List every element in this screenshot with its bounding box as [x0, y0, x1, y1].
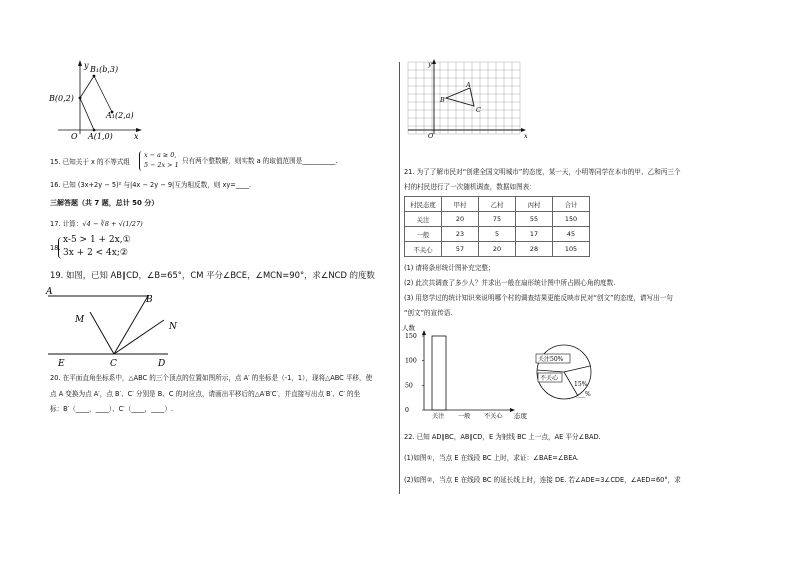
grid-label-b: B	[440, 96, 445, 104]
question-19: 19. 如图，已知 AB∥CD，∠B=65°，CM 平分∠BCE，∠MCN=90°，求∠NCD 的度数	[50, 270, 375, 280]
q21-line1: 21. 为了了解市民对“创建全国文明城市”的态度，某一天，小明等同学在本市的甲、乙和丙三个	[404, 168, 681, 176]
q20-line1: 20. 在平面直角坐标系中，△ABC 的三个顶点的位置如图所示，点 A′ 的坐标是（-1，1），现将△ABC 平移，使	[50, 374, 373, 382]
q22-line1: 22. 已知 AD∥BC，AB∥CD，E 为射线 BC 上一点，AE 平分∠BAD.	[404, 433, 601, 441]
question-16: 16. 已知 (3x+2y − 5)² 与|4x − 2y − 9|互为相反数，则 xy=____.	[50, 181, 252, 189]
fig19-label-m: M	[75, 315, 85, 325]
graph-figure-1	[48, 58, 146, 142]
table-cell: 45	[553, 227, 590, 242]
graph1-point-a: A(1,0)	[88, 132, 113, 141]
table-header: 甲村	[442, 197, 479, 212]
table-row	[405, 227, 590, 242]
bar-category-label: 关注	[432, 413, 445, 420]
pie-label-attention: 关注50%	[538, 356, 564, 363]
table-cell: 150	[553, 212, 590, 227]
table-header: 乙村	[479, 197, 516, 212]
ray-cm	[90, 312, 114, 354]
table-cell: 17	[516, 227, 553, 242]
bar-y-tick-label: 50	[405, 382, 413, 390]
ray-cn	[114, 320, 164, 354]
table-header-row	[405, 197, 590, 212]
bar-0	[432, 336, 446, 410]
bar-ticks	[405, 333, 424, 414]
table-cell: 5	[479, 227, 516, 242]
q21-line2: 村的村民进行了一次随机调查，数据如图表：	[404, 183, 536, 191]
q15-brace	[139, 151, 143, 171]
question-15	[50, 158, 130, 167]
line-bc	[114, 296, 148, 354]
survey-table	[404, 196, 590, 257]
table-cell: 关注	[405, 212, 442, 227]
table-cell: 不关心	[405, 242, 442, 257]
table-cell: 105	[553, 242, 590, 257]
table-cell: 55	[516, 212, 553, 227]
q21-sub3b: “创文”的宣传语.	[404, 309, 453, 317]
table-header: 合计	[553, 197, 590, 212]
q21-sub1: (1) 请将条形统计图补充完整；	[404, 264, 495, 272]
q17-expression: √4 − ∛8 + √(1/27)	[82, 220, 143, 228]
table-cell: 28	[516, 242, 553, 257]
point-b-dot	[79, 97, 82, 100]
graph1-point-a1: A₁(2,a)	[106, 111, 134, 120]
column-divider	[399, 62, 400, 494]
q17-prefix: 17. 计算：	[50, 220, 83, 228]
q20-line2: 点 A 变换为点 A′，点 B′、C′ 分别是 B、C 的对应点，请画出平移后的△A′B′C′，并直接写出点 B′、C′ 的坐	[50, 390, 361, 398]
table-cell: 75	[479, 212, 516, 227]
graph1-origin: O	[71, 132, 78, 141]
grid-lines	[408, 62, 520, 134]
bar-y-arrow	[422, 330, 426, 335]
point-b1-dot	[93, 75, 96, 78]
pie-label-blank: ___%	[576, 391, 591, 398]
pie-divider-1	[537, 370, 564, 372]
fig19-label-b: B	[146, 295, 153, 305]
triangle-abc	[446, 88, 474, 106]
segment-bb1	[80, 76, 94, 98]
point-a-dot	[93, 129, 96, 132]
table-cell: 57	[442, 242, 479, 257]
fig19-label-d: D	[158, 359, 166, 369]
bar-chart-xlabel: 态度	[514, 412, 527, 420]
q15-line2: 5 − 2x > 1	[144, 161, 179, 169]
q15-suffix: 只有两个整数解，则实数 a 的取值范围是__________.	[182, 157, 338, 165]
bar-chart-ylabel: 人数	[402, 324, 415, 332]
table-header: 丙村	[516, 197, 553, 212]
segment-b1a1	[94, 76, 112, 112]
grid-y-arrow	[432, 59, 436, 64]
pie-divider-2	[564, 366, 590, 372]
q22-line2: (1)如图①，当点 E 在线段 BC 上时，求证：∠BAE=∠BEA.	[404, 454, 579, 462]
graph1-point-b: B(0,2)	[49, 94, 74, 103]
q15-line1: x − a ≥ 0,	[144, 151, 177, 159]
grid-y-label: y	[428, 60, 432, 68]
table-row	[405, 242, 590, 257]
bar-categories	[432, 412, 503, 420]
y-axis-arrow	[78, 60, 82, 66]
grid-label-a: A	[466, 81, 471, 89]
bar-y-tick-label: 0	[405, 407, 409, 414]
table-cell: 20	[479, 242, 516, 257]
figure-19	[44, 284, 194, 370]
bars	[432, 336, 446, 410]
pie-annotation: 15%	[574, 381, 588, 388]
section-title: 三解答题（共 7 题，总计 50 分）	[50, 199, 159, 207]
fig19-label-a: A	[46, 287, 53, 297]
pie-label-notcare: 不关心	[540, 375, 559, 382]
bar-category-label: 一般	[458, 413, 471, 420]
table-row	[405, 212, 590, 227]
fig19-label-c: C	[110, 359, 117, 369]
grid-x-label: x	[524, 132, 528, 140]
table-cell: 一般	[405, 227, 442, 242]
table-header: 村民态度	[405, 197, 442, 212]
bar-chart	[402, 320, 530, 422]
bar-y-tick-label: 150	[405, 333, 417, 340]
table-cell: 20	[442, 212, 479, 227]
q20-line3: 标：B′（____，____）、C′（____，____）.	[50, 405, 174, 413]
fig19-label-n: N	[169, 322, 177, 332]
q18-number: 18.	[50, 244, 61, 252]
grid-figure	[404, 58, 532, 142]
grid-origin: O	[428, 132, 434, 140]
graph1-y-label: y	[84, 61, 89, 70]
graph1-x-label: x	[134, 132, 139, 141]
segment-ba	[80, 98, 94, 130]
q15-prefix: 15. 已知关于 x 的不等式组	[50, 158, 131, 166]
grid-label-c: C	[476, 106, 481, 114]
q18-line1: x-5 > 1 + 2x,①	[63, 235, 131, 245]
q18-line2: 3x + 2 < 4x;②	[63, 248, 128, 258]
question-17	[50, 220, 143, 229]
pie-chart	[530, 340, 610, 404]
fig19-label-e: E	[58, 359, 65, 369]
graph1-point-b1: B₁(b,3)	[90, 65, 119, 74]
bar-y-tick-label: 100	[405, 357, 417, 365]
q21-sub2: (2) 此次共调查了多少人？并求出一般在扇形统计图中所占圆心角的度数.	[404, 279, 616, 287]
q22-line3: (2)如图②，当点 E 在线段 BC 的延长线上时，连接 DE. 若∠ADE=3∠CDE，∠AED=60°，求	[404, 476, 681, 484]
q21-sub3: (3) 用您学过的统计知识来说明哪个村的调查结果更能反映市民对“创文”的态度，请写出一句	[404, 294, 673, 302]
table-cell: 23	[442, 227, 479, 242]
bar-category-label: 不关心	[484, 413, 503, 420]
